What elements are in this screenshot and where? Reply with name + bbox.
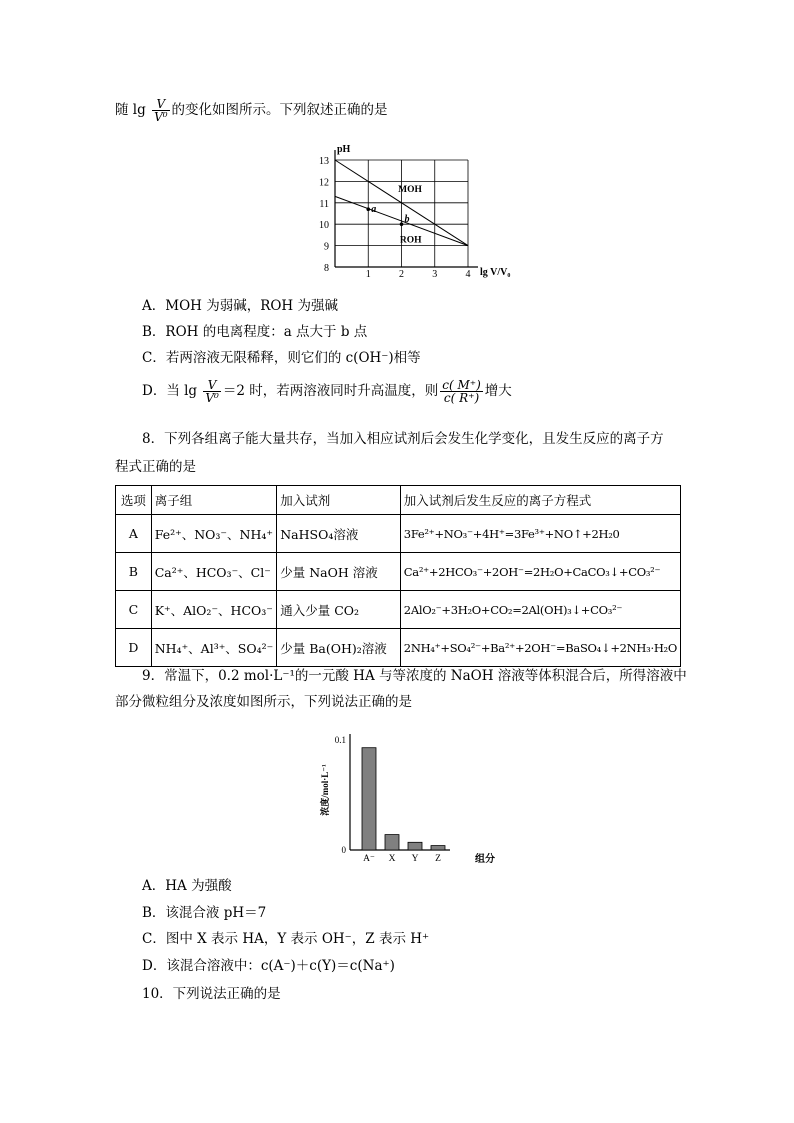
data-point-b [400,222,404,226]
row-option: D [116,629,152,667]
q7-d-suffix: 增大 [484,383,512,399]
bar-1 [385,835,399,850]
row-option: C [116,591,152,629]
row-option: B [116,553,152,591]
q10-stem: 10．下列说法正确的是 [142,986,281,1002]
q9-option-b: B．该混合液 pH＝7 [142,905,267,921]
header-option: 选项 [116,486,152,515]
header-reagent: 加入试剂 [277,486,401,515]
bar-2 [408,842,422,850]
q7-d-middle: ＝2 时，若两溶液同时升高温度，则 [222,383,439,399]
point-label: a [371,204,377,216]
series-label: MOH [398,185,422,196]
q9-stem-line-1: 9．常温下，0.2 mol·L⁻¹的一元酸 HA 与等浓度的 NaOH 溶液等体积混合后，所得溶液中 [142,668,687,684]
series-label: ROH [399,235,422,246]
y-tick-label: 8 [324,263,329,274]
row-ion-group: NH₄⁺、Al³⁺、SO₄²⁻ [151,629,277,667]
bar-chart-xlabel: 组分 [475,854,495,865]
row-equation: 3Fe²⁺+NO₃⁻+4H⁺=3Fe³⁺+NO↑+2H₂0 [400,515,680,553]
bar-chart-bars [362,748,445,864]
fraction-numerator: c( M⁺) [442,378,481,392]
q9-option-a: A．HA 为强酸 [142,878,232,894]
row-equation: Ca²⁺+2HCO₃⁻+2OH⁻=2H₂O+CaCO₃↓+CO₃²⁻ [400,553,680,591]
row-reagent: 少量 Ba(OH)₂溶液 [277,629,401,667]
row-equation: 2NH₄⁺+SO₄²⁻+Ba²⁺+2OH⁻=BaSO₄↓+2NH₃·H₂O [400,629,680,667]
q9-option-d: D．该混合溶液中：c(A⁻)＋c(Y)＝c(Na⁺) [142,958,395,974]
q9-option-c: C．图中 X 表示 HA，Y 表示 OH⁻，Z 表示 H⁺ [142,931,430,947]
x-tick-label: 3 [432,269,438,280]
table-header-row [116,486,681,515]
row-reagent: 通入少量 CO₂ [277,591,401,629]
ph-dilution-chart [300,140,530,290]
table-row [116,629,681,667]
q7-d-prefix: D．当 lg [142,383,198,399]
fraction-numerator: V [203,379,220,392]
q8-ion-table [115,485,681,667]
row-equation: 2AlO₂⁻+3H₂O+CO₂=2Al(OH)₃↓+CO₃²⁻ [400,591,680,629]
q7-option-d [142,379,512,404]
q7-option-c: C．若两溶液无限稀释，则它们的 c(OH⁻)相等 [142,350,421,366]
x-tick-label: 4 [465,269,471,280]
y-tick-label: 10 [319,220,329,232]
fraction-denominator: V⁰ [154,110,168,124]
fraction-denominator: V⁰ [205,391,219,405]
fraction-numerator: V [152,98,169,111]
y-tick-label: 0 [341,845,346,855]
q7-d-fraction-2 [440,379,483,404]
y-tick-label: 9 [324,241,329,253]
y-tick-label: 12 [319,177,329,189]
intro-prefix: 随 lg [115,102,146,118]
data-point-a [366,207,370,211]
ph-chart-xlabel: lg V/V₀ [480,267,511,278]
q7-option-a: A．MOH 为弱碱，ROH 为强碱 [142,298,339,314]
row-ion-group: K⁺、AlO₂⁻、HCO₃⁻ [151,591,277,629]
q9-stem-line-2: 部分微粒组分及浓度如图所示，下列说法正确的是 [115,694,412,710]
v-over-v0-fraction [152,98,169,123]
x-tick-label: 1 [365,269,371,280]
q7-option-b: B．ROH 的电离程度：a 点大于 b 点 [142,324,368,340]
y-tick-label: 0.1 [334,735,346,745]
x-tick-label: Y [411,854,419,864]
x-tick-label: A⁻ [363,854,375,864]
header-ion-group: 离子组 [151,486,277,515]
bar-3 [431,846,445,850]
fraction-denominator: c( R⁺) [443,391,480,405]
row-option: A [116,515,152,553]
q8-stem-line-2: 程式正确的是 [115,459,196,475]
ph-chart-grid [335,160,468,267]
ph-chart-ylabel: pH [337,144,351,155]
q8-stem-line-1: 8．下列各组离子能大量共存，当加入相应试剂后会发生化学变化，且发生反应的离子方 [142,431,664,447]
intro-suffix: 的变化如图所示。下列叙述正确的是 [171,102,388,118]
ph-chart-axes [319,150,478,280]
row-ion-group: Fe²⁺、NO₃⁻、NH₄⁺ [151,515,277,553]
point-label: b [404,214,410,226]
y-tick-label: 13 [319,156,329,167]
table-row [116,591,681,629]
row-reagent: NaHSO₄溶液 [277,515,401,553]
x-tick-label: X [388,854,396,864]
q7-d-fraction-1 [203,379,220,404]
table-row [116,515,681,553]
bar-0 [362,748,376,850]
row-reagent: 少量 NaOH 溶液 [277,553,401,591]
y-tick-label: 11 [319,198,329,210]
concentration-bar-chart [315,728,515,868]
header-equation: 加入试剂后发生反应的离子方程式 [400,486,680,515]
row-ion-group: Ca²⁺、HCO₃⁻、Cl⁻ [151,553,277,591]
bar-chart-ylabel: 浓度/mol·L⁻¹ [320,764,330,816]
x-tick-label: Z [435,854,441,864]
table-row [116,553,681,591]
intro-line [115,98,388,123]
x-tick-label: 2 [399,269,404,280]
